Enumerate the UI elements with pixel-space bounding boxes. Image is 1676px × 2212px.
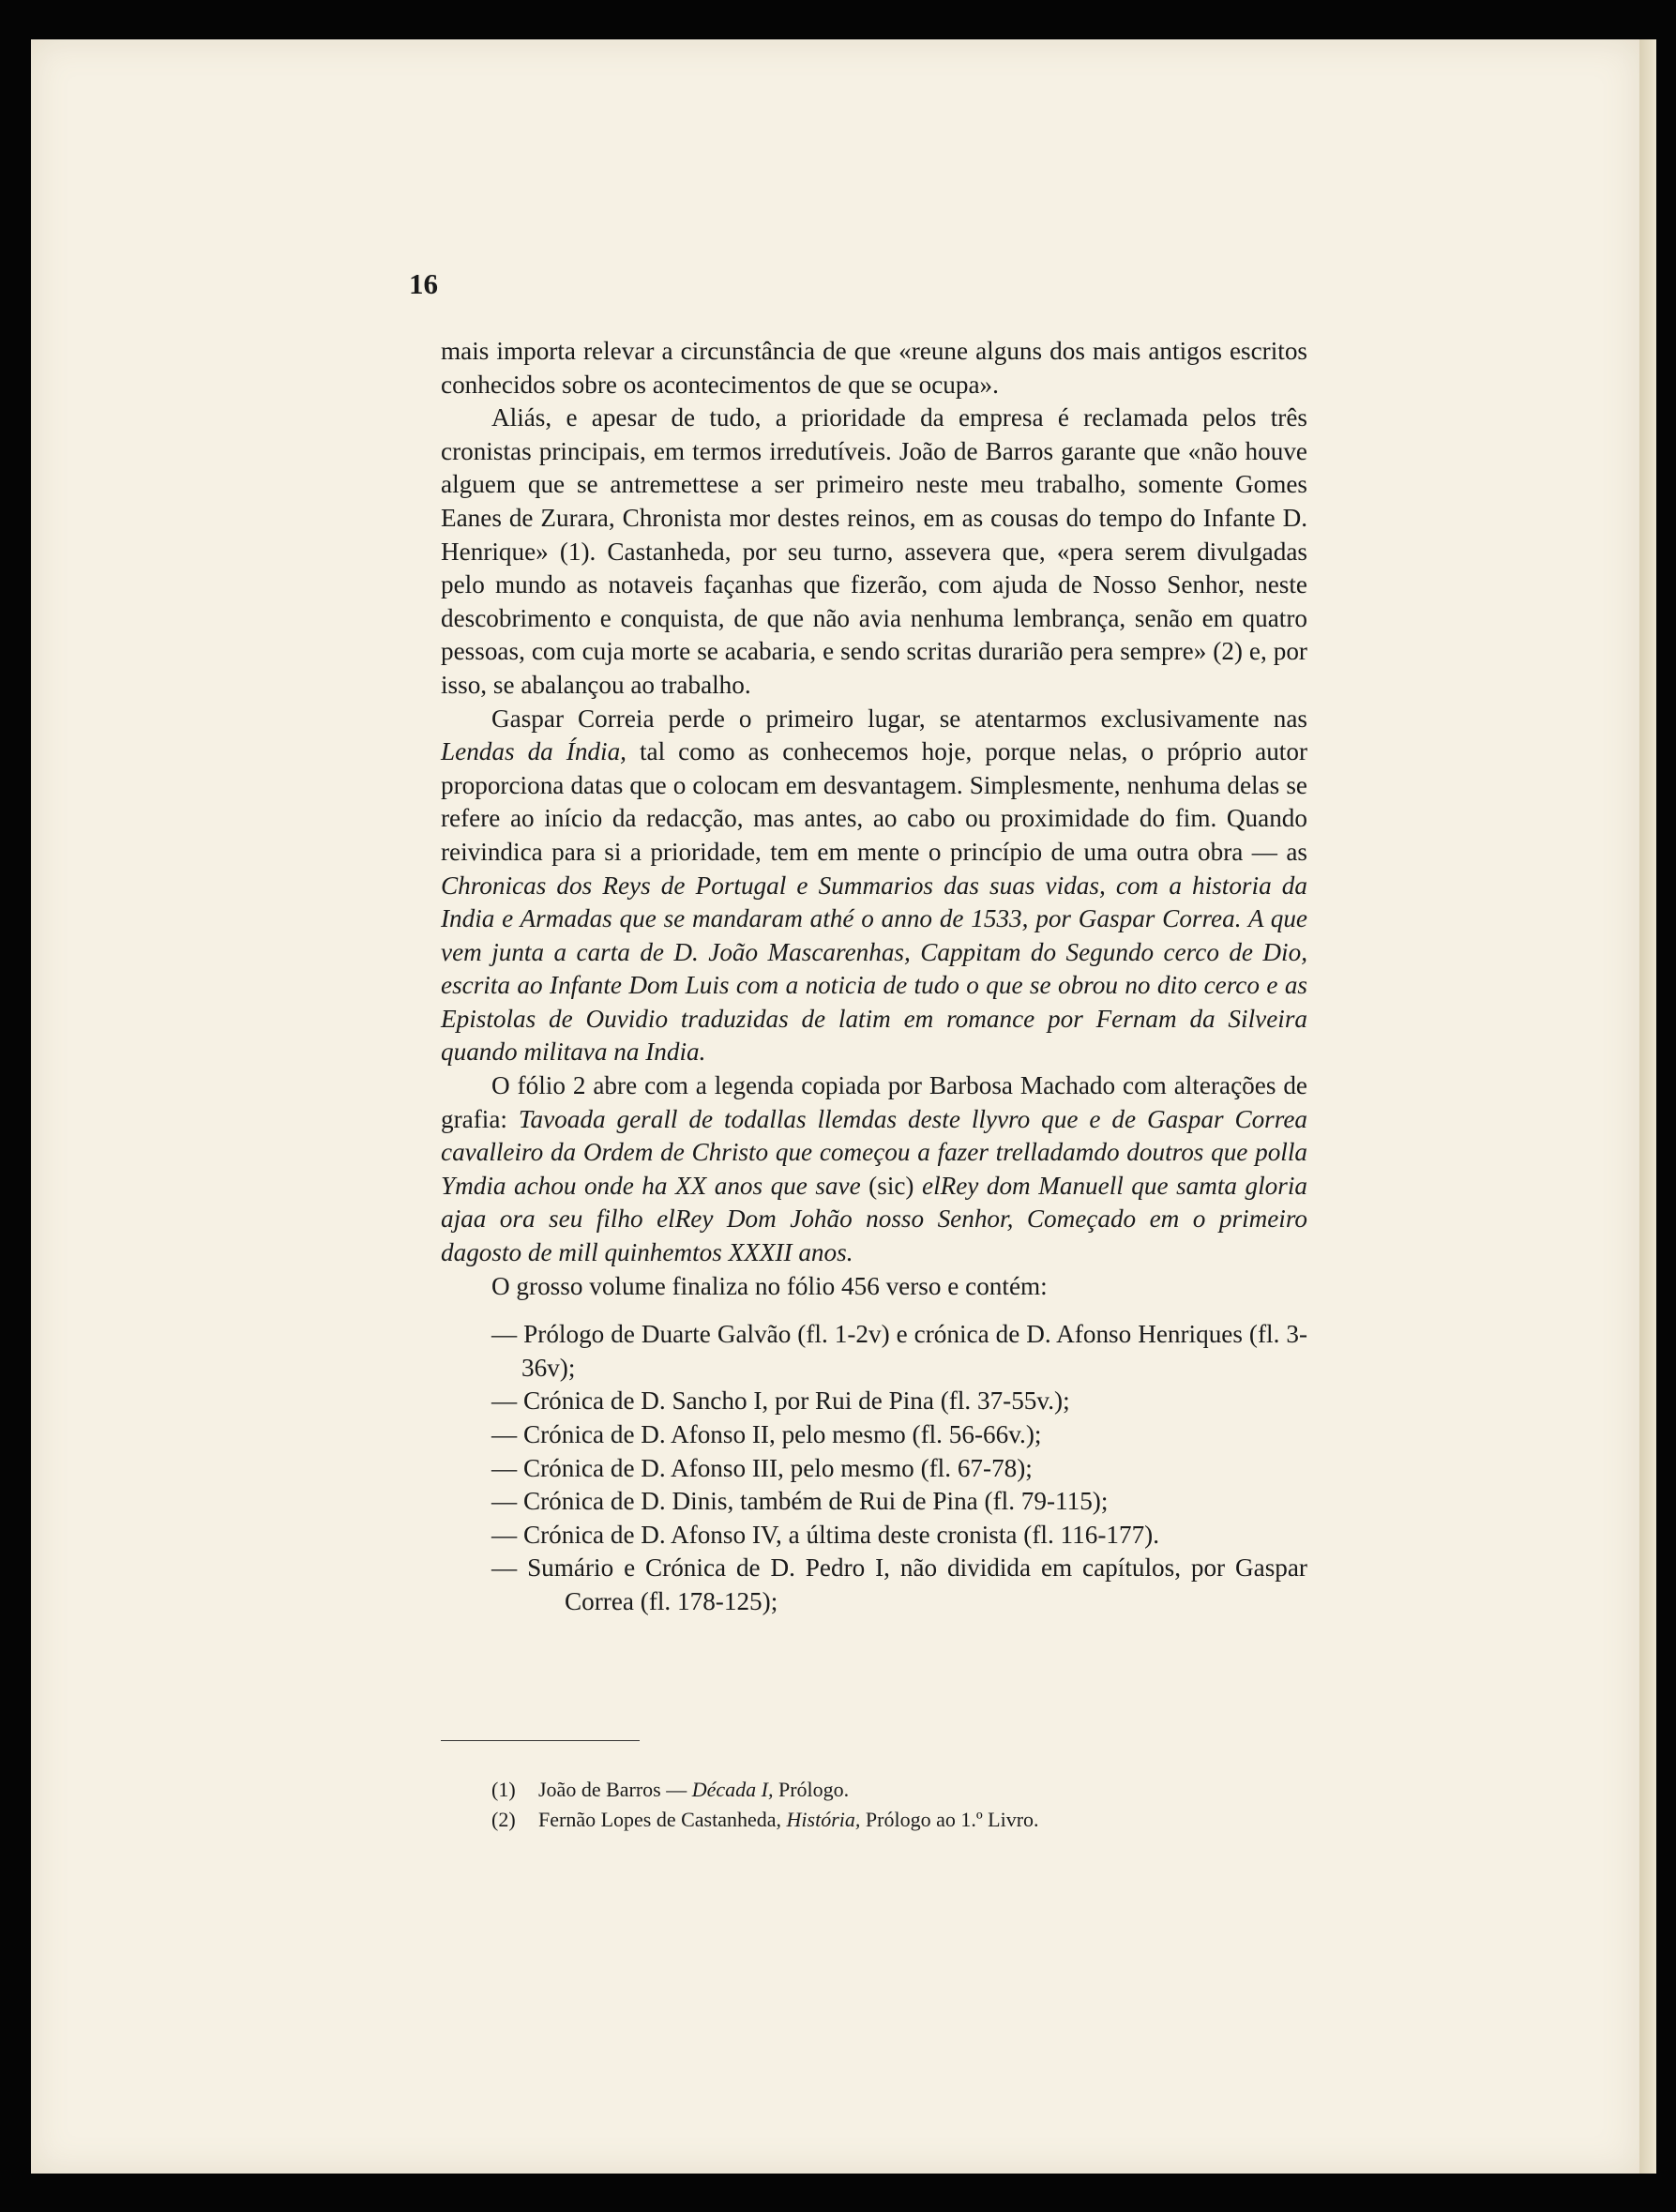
- list-item: — Crónica de D. Dinis, também de Rui de Pina (fl. 79-115);: [491, 1487, 1109, 1516]
- paragraph-4-legend-b: elRey dom Manuell que samta gloria ajaa ora seu filho elRey Dom Johão nosso Senhor, Começado em o primeiro dagosto de mill quinhemtos XXXII anos.: [441, 1171, 1307, 1267]
- paragraph-4: [441, 1069, 1307, 1270]
- footnote-text: João de Barros —: [538, 1778, 692, 1801]
- paragraph-5: O grosso volume finaliza no fólio 456 verso e contém:: [491, 1271, 1048, 1300]
- footnote-text: Prólogo ao 1.º Livro.: [860, 1808, 1039, 1831]
- paragraph-3-text-b: tal como as conhecemos hoje, porque nelas, o próprio autor proporciona datas que o colocam em desvantagem. Simplesmente, nenhuma delas se refere ao início da redacção, mas antes, ao cabo ou proximidade do fim. Quando reivindica para si a prioridade, tem em mente o princípio de uma outra obra — as: [441, 737, 1307, 866]
- paragraph-3-title-chronicas: Chronicas dos Reys de Portugal e Summarios das suas vidas, com a historia da India e Armadas que se mandaram athé o anno de 1533, por Gaspar Correa. A que vem junta a carta de D. João Mascarenhas, Cappitam do Segundo cerco de Dio, escrita ao Infante Dom Luis com a noticia de tudo o que se obrou no dito cerco e as Epistolas de Ouvidio traduzidas de latim em romance por Fernam da Silveira quando militava na India.: [441, 871, 1307, 1067]
- footnotes: [491, 1775, 1298, 1835]
- list-item: — Crónica de D. Afonso II, pelo mesmo (fl. 56-66v.);: [491, 1420, 1042, 1448]
- paragraph-4-sic: (sic): [860, 1171, 922, 1200]
- footnote-text: Fernão Lopes de Castanheda,: [538, 1808, 787, 1831]
- footnote-mark: (2): [491, 1808, 516, 1831]
- footnote-1: [491, 1775, 1298, 1805]
- list-item: — Prólogo de Duarte Galvão (fl. 1-2v) e crónica de D. Afonso Henriques (fl. 3-36v);: [491, 1320, 1307, 1382]
- list-item: — Sumário e Crónica de D. Pedro I, não dividida em capítulos, por Gaspar Correa (fl. 178-125);: [491, 1553, 1307, 1615]
- footnote-title: História,: [786, 1808, 861, 1831]
- paragraph-3: [441, 703, 1307, 1070]
- list-item: — Crónica de D. Afonso IV, a última deste cronista (fl. 116-177).: [491, 1520, 1160, 1549]
- paragraph-3-text-a: Gaspar Correia perde o primeiro lugar, se atentarmos exclusivamente nas: [491, 704, 1307, 733]
- body-text: [441, 335, 1307, 1619]
- paragraph-2: Aliás, e apesar de tudo, a prioridade da empresa é reclamada pelos três cronistas principais, em termos irredutíveis. João de Barros garante que «não houve alguem que se antremettese a ser primeiro neste meu trabalho, somente Gomes Eanes de Zurara, Chronista mor destes reinos, em as cousas do tempo do Infante D. Henrique» (1). Castanheda, por seu turno, assevera que, «pera serem divulgadas pelo mundo as notaveis façanhas que fizerão, com ajuda de Nosso Senhor, neste descobrimento e conquista, de que não avia nenhuma lembrança, senão em quatro pessoas, com cuja morte se acabaria, e sendo scritas durarião pera sempre» (2) e, por isso, se abalançou ao trabalho.: [441, 403, 1307, 699]
- paragraph-1: mais importa relevar a circunstância de que «reune alguns dos mais antigos escritos conhecidos sobre os acontecimentos de que se ocupa».: [441, 337, 1307, 399]
- paragraph-3-title-lendas: Lendas da Índia,: [441, 737, 627, 766]
- paragraph-4-text-a: O fólio 2 abre com a legenda copiada por Barbosa Machado com alterações de grafia:: [441, 1071, 1307, 1133]
- footnote-text: Prólogo.: [773, 1778, 850, 1801]
- list-item: — Crónica de D. Afonso III, pelo mesmo (fl. 67-78);: [491, 1453, 1033, 1482]
- list-item: — Crónica de D. Sancho I, por Rui de Pina (fl. 37-55v.);: [491, 1386, 1070, 1416]
- footnote-divider: [441, 1740, 640, 1741]
- page-edge: [1639, 39, 1656, 2174]
- footnote-title: Década I,: [691, 1778, 774, 1801]
- footnote-mark: (1): [491, 1778, 516, 1801]
- footnote-2: [491, 1805, 1298, 1835]
- contents-list: [441, 1318, 1307, 1618]
- page-number: 16: [409, 267, 438, 300]
- paragraph-4-legend-a: Tavoada gerall de todallas llemdas deste llyvro que e de Gaspar Correa cavalleiro da Ordem de Christo que começou a fazer trelladamdo doutros que polla Ymdia achou onde ha XX anos que save: [441, 1104, 1307, 1200]
